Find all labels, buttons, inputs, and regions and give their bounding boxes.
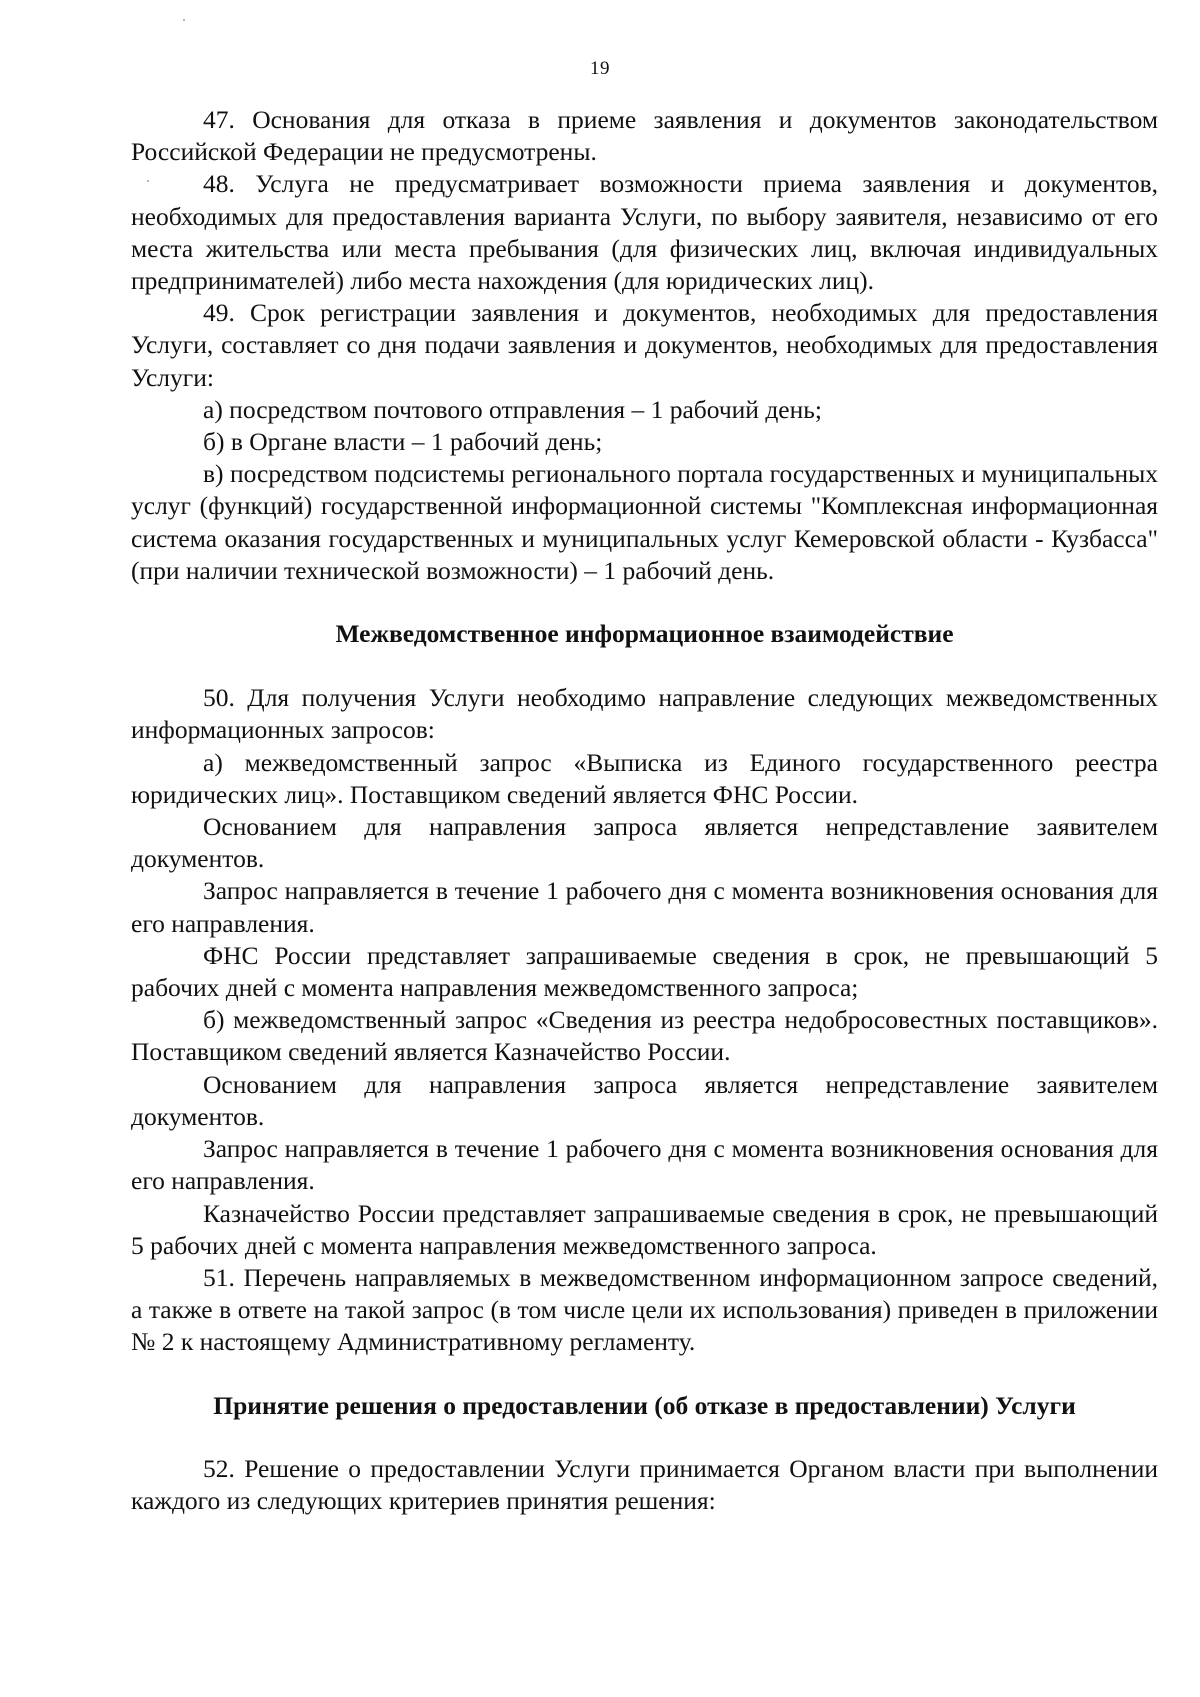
scan-speck	[183, 19, 185, 21]
paragraph-50-b: б) межведомственный запрос «Сведения из реестра недобросовестных поставщиков». Поставщиком сведений является Казначейство России.	[131, 1005, 1158, 1067]
paragraph-50-a-fns: ФНС России представляет запрашиваемые сведения в срок, не превышающий 5 рабочих дней с момента направления межведомственного запроса;	[131, 940, 1158, 1003]
section-heading-interagency: Межведомственное информационное взаимодействие	[335, 619, 954, 649]
paragraph-51: 51. Перечень направляемых в межведомственном информационном запросе сведений, а также в ответе на такой запрос (в том числе цели их использования) приведен в приложении № 2 к настоящему Административному регламенту.	[131, 1262, 1158, 1357]
document-body	[131, 104, 1158, 1517]
paragraph-49-b: б) в Органе власти – 1 рабочий день;	[203, 427, 603, 457]
section-heading-decision: Принятие решения о предоставлении (об отказе в предоставлении) Услуги	[213, 1390, 1076, 1420]
paragraph-52: 52. Решение о предоставлении Услуги принимается Органом власти при выполнении каждого из следующих критериев принятия решения:	[131, 1453, 1158, 1515]
paragraph-49-a: а) посредством почтового отправления – 1 рабочий день;	[203, 394, 822, 424]
paragraph-50: 50. Для получения Услуги необходимо направление следующих межведомственных информационных запросов:	[131, 683, 1158, 745]
paragraph-50-b-treasury: Казначейство России представляет запрашиваемые сведения в срок, не превышающий 5 рабочих дней с момента направления межведомственного запроса.	[131, 1198, 1158, 1260]
paragraph-50-a-basis: Основанием для направления запроса является непредставление заявителем документов.	[131, 812, 1158, 874]
paragraph-50-b-timing: Запрос направляется в течение 1 рабочего дня с момента возникновения основания для его направления.	[131, 1134, 1158, 1196]
paragraph-47: 47. Основания для отказа в приеме заявления и документов законодательством Российской Федерации не предусмотрены.	[131, 105, 1158, 167]
paragraph-50-a: а) межведомственный запрос «Выписка из Единого государственного реестра юридических лиц». Поставщиком сведений является ФНС России.	[131, 747, 1158, 809]
paragraph-48: 48. Услуга не предусматривает возможности приема заявления и документов, необходимых для предоставления варианта Услуги, по выбору заявителя, независимо от его места жительства или места пребывания (для физических лиц, включая индивидуальных предпринимателей) либо места нахождения (для юридических лиц).	[131, 169, 1158, 296]
paragraph-49-v: в) посредством подсистемы регионального портала государственных и муниципальных услуг (функций) государственной информационной системы "Комплексная информационная система оказания государственных и муниципальных услуг Кемеровской области - Кузбасса" (при наличии технической возможности) – 1 рабочий день.	[131, 459, 1158, 585]
page-number: 19	[590, 58, 610, 79]
paragraph-50-b-basis: Основанием для направления запроса является непредставление заявителем документов.	[131, 1069, 1158, 1131]
paragraph-49: 49. Срок регистрации заявления и документов, необходимых для предоставления Услуги, составляет со дня подачи заявления и документов, необходимых для предоставления Услуги:	[131, 298, 1158, 392]
paragraph-50-a-timing: Запрос направляется в течение 1 рабочего дня с момента возникновения основания для его направления.	[131, 876, 1158, 938]
